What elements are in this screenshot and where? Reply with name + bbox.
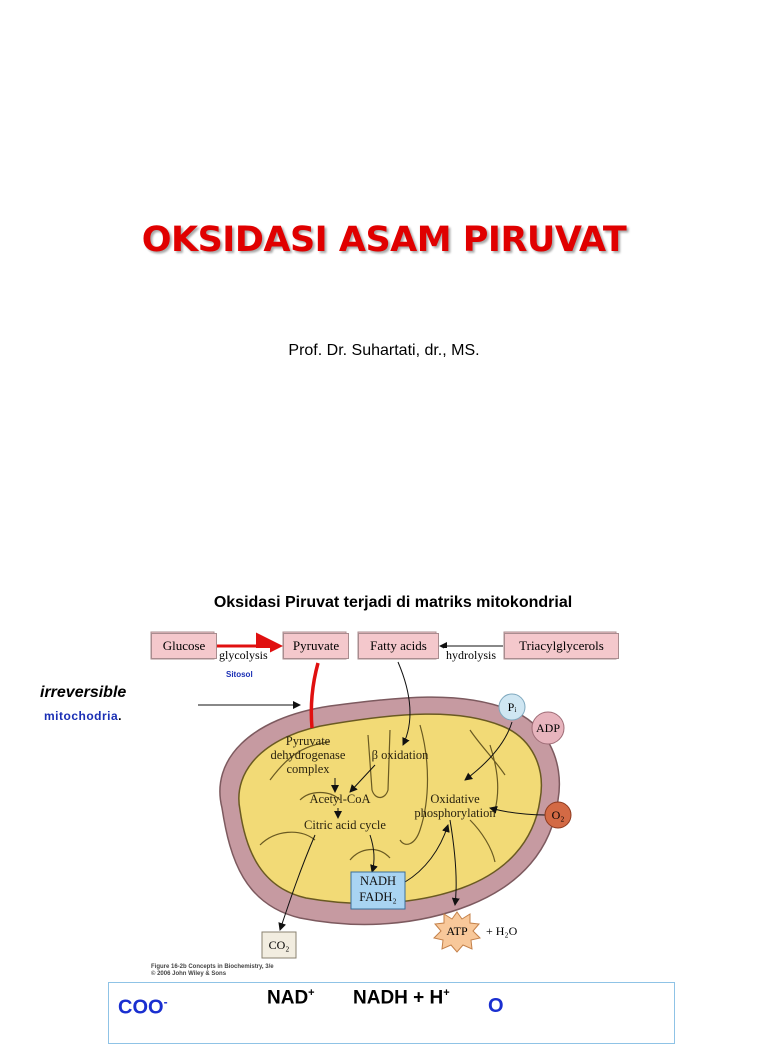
pdh-label-line3: complex — [286, 762, 330, 776]
hydrolysis-label: hydrolysis — [446, 648, 497, 662]
pi-label: Pᵢ — [507, 700, 517, 714]
mitochodria-text: mitochodria — [44, 709, 119, 723]
nadh-text: NADH + H — [353, 987, 444, 1009]
pyruvate-box: Pyruvate — [283, 633, 349, 659]
nad-label — [267, 987, 315, 1009]
nadh-label: NADH — [359, 874, 397, 888]
o2-label: O₂ — [551, 808, 565, 822]
carboxylate-group — [118, 995, 168, 1020]
oxphos-label-line1: Oxidative — [430, 792, 480, 806]
sitosol-label: Sitosol — [226, 670, 253, 679]
pdh-label-line1: Pyruvate — [285, 734, 331, 748]
pdh-label-line2: dehydrogenase — [270, 748, 346, 762]
oxygen-group: O — [488, 995, 504, 1017]
fatty-acids-box: Fatty acids — [358, 633, 439, 659]
triacylglycerols-box: Triacylglycerols — [504, 633, 619, 659]
glycolysis-label: glycolysis — [219, 648, 268, 662]
h2o-label: + H₂O — [486, 924, 518, 938]
coo-charge: - — [163, 995, 168, 1009]
oxphos-label-line2: phosphorylation — [414, 806, 496, 820]
slide-title: OKSIDASI ASAM PIRUVAT — [141, 220, 627, 260]
mitochodria-suffix: . — [118, 709, 123, 723]
nad-text: NAD — [267, 987, 309, 1009]
diagram-heading: Oksidasi Piruvat terjadi di matriks mitokondrial — [213, 594, 573, 611]
coo-text: COO — [118, 996, 164, 1019]
irreversible-label: irreversible — [40, 684, 127, 701]
mitochodria-label — [44, 709, 122, 723]
citric-acid-cycle-label: Citric acid cycle — [304, 818, 386, 832]
nad-charge: + — [308, 987, 315, 999]
nadh-h-label — [353, 987, 450, 1009]
adp-label: ADP — [535, 721, 560, 735]
figure-caption: Figure 16-2b Concepts in Biochemistry, 3/e — [151, 964, 274, 970]
nadh-charge: + — [443, 987, 450, 999]
co2-label: CO₂ — [268, 938, 290, 952]
author-name: Prof. Dr. Suhartati, dr., MS. — [288, 342, 480, 359]
glucose-box: Glucose — [151, 633, 217, 659]
figure-copyright: © 2006 John Wiley & Sons — [151, 971, 227, 977]
acetyl-coa-label: Acetyl-CoA — [309, 792, 371, 806]
fadh2-label: FADH₂ — [359, 890, 397, 904]
atp-label: ATP — [446, 924, 468, 938]
beta-oxidation-label: β oxidation — [371, 748, 429, 762]
